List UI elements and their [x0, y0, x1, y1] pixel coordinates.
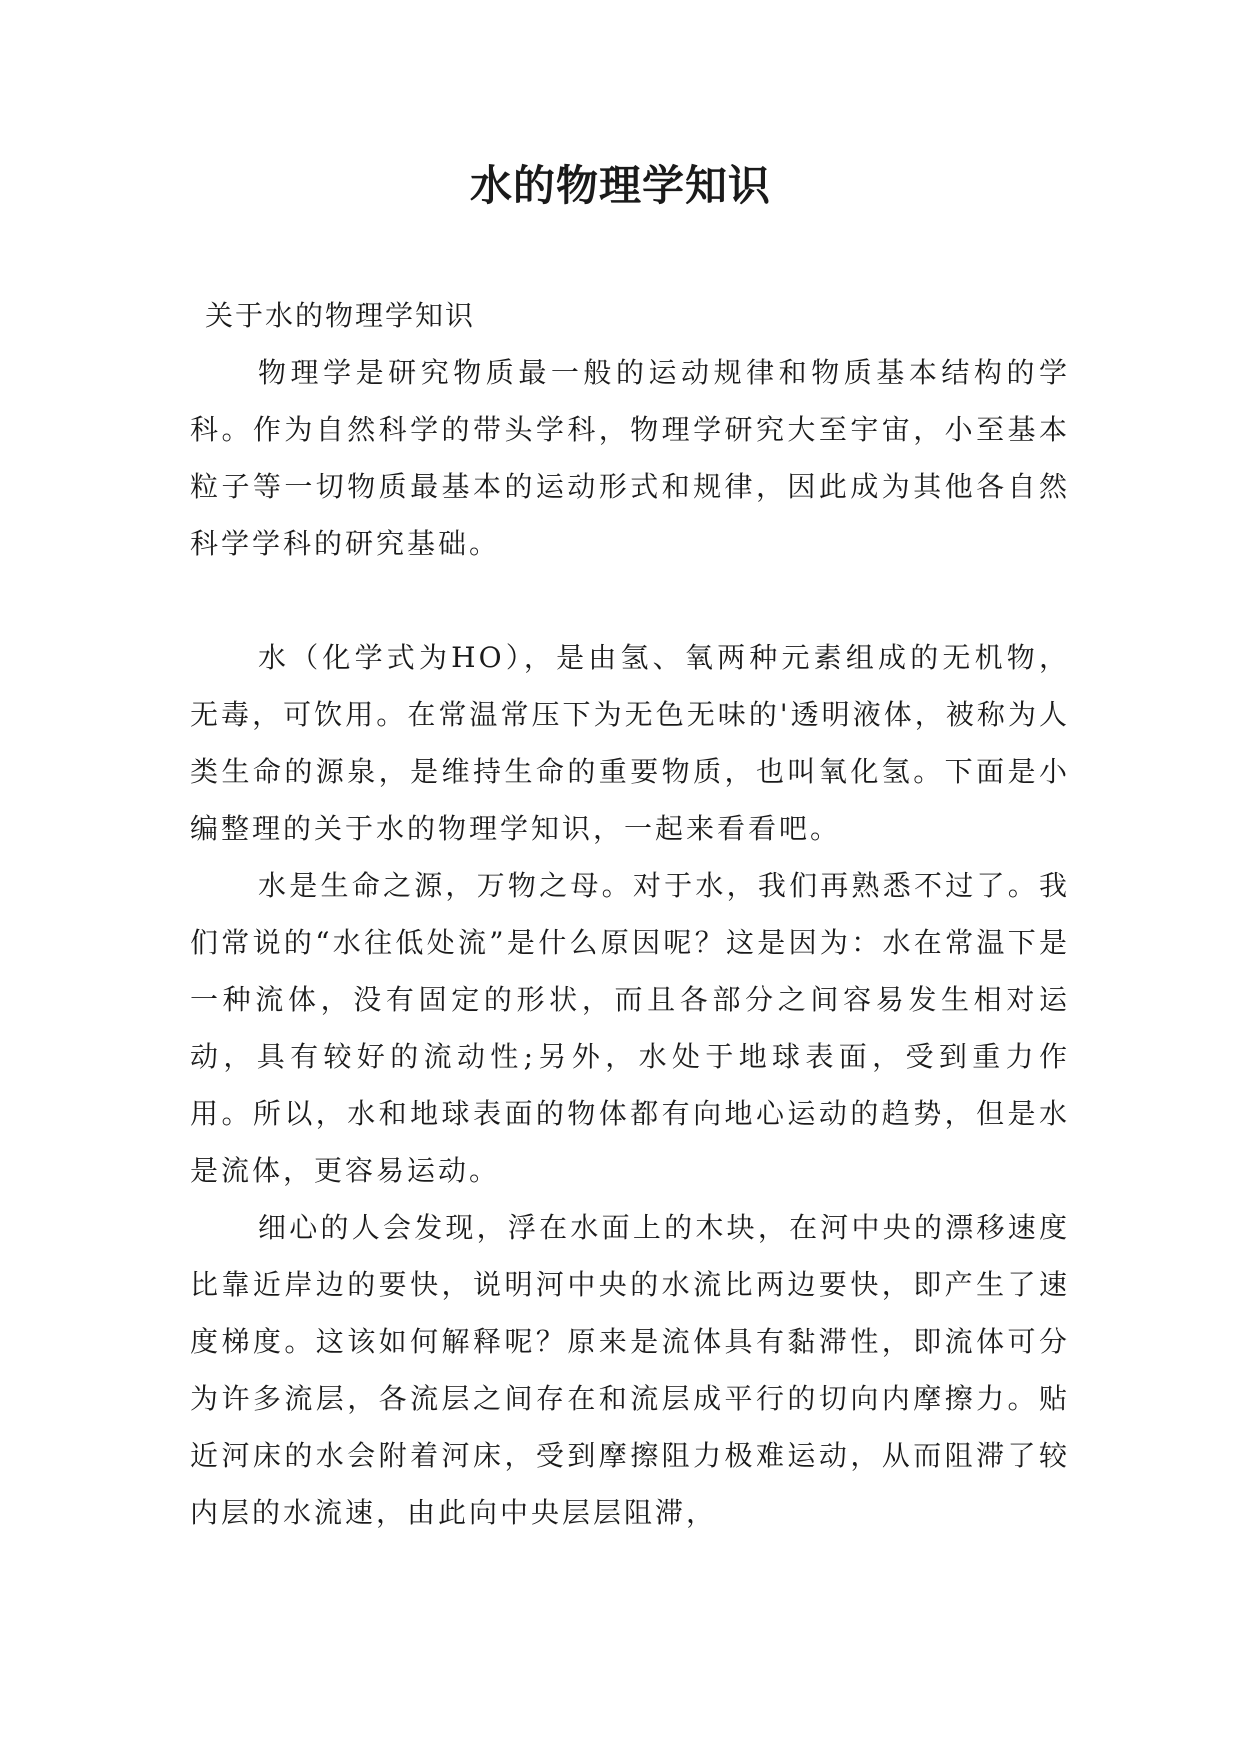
- document-title: 水的物理学知识: [469, 161, 771, 210]
- paragraph-water-definition: 水（化学式为HO），是由氢、氧两种元素组成的无机物，无毒，可饮用。在常温常压下为无色无味的'透明液体，被称为人类生命的源泉，是维持生命的重要物质，也叫氧化氢。下面是小编整理的关于水的物理学知识，一起来看看吧。: [190, 641, 1070, 845]
- document-subtitle: 关于水的物理学知识: [205, 299, 476, 332]
- paragraph-water-flow: 水是生命之源，万物之母。对于水，我们再熟悉不过了。我们常说的“水往低处流”是什么原因呢？这是因为：水在常温下是一种流体，没有固定的形状，而且各部分之间容易发生相对运动，具有较好的流动性;另外，水处于地球表面，受到重力作用。所以，水和地球表面的物体都有向地心运动的趋势，但是水是流体，更容易运动。: [190, 869, 1070, 1187]
- document-body: [190, 287, 1070, 1541]
- paragraph-gap: [190, 572, 1070, 629]
- paragraph-intro: 物理学是研究物质最一般的运动规律和物质基本结构的学科。作为自然科学的带头学科，物理学研究大至宇宙，小至基本粒子等一切物质最基本的运动形式和规律，因此成为其他各自然科学学科的研究基础。: [190, 356, 1070, 560]
- paragraph-viscosity: 细心的人会发现，浮在水面上的木块，在河中央的漂移速度比靠近岸边的要快，说明河中央的水流比两边要快，即产生了速度梯度。这该如何解释呢？原来是流体具有黏滞性，即流体可分为许多流层，各流层之间存在和流层成平行的切向内摩擦力。贴近河床的水会附着河床，受到摩擦阻力极难运动，从而阻滞了较内层的水流速，由此向中央层层阻滞，: [190, 1211, 1070, 1529]
